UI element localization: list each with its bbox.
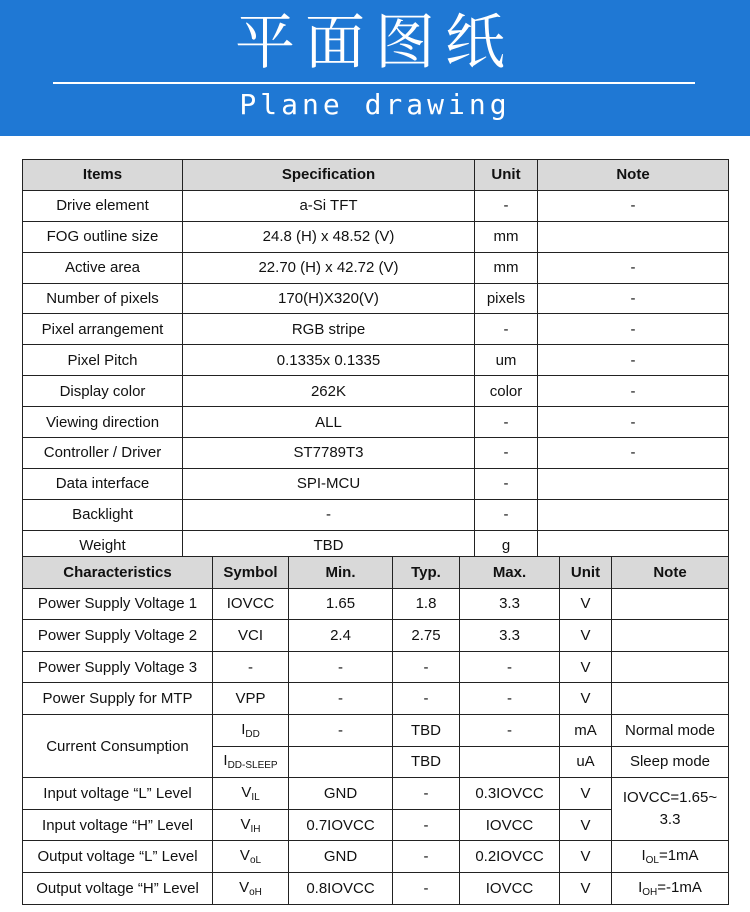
spec-note: -	[538, 345, 729, 376]
spec-value: -	[183, 499, 475, 530]
level-symbol-subscript: IL	[251, 791, 260, 803]
spec-unit: -	[475, 314, 538, 345]
spec-item: Controller / Driver	[23, 438, 183, 469]
iol-note	[612, 841, 729, 873]
spec-row	[23, 376, 729, 407]
header-items: Items	[23, 160, 183, 191]
level-symbol	[213, 841, 289, 873]
char-unit: V	[560, 620, 612, 652]
spec-item: Data interface	[23, 468, 183, 499]
spec-note	[538, 499, 729, 530]
level-unit: V	[560, 841, 612, 873]
level-row	[23, 872, 729, 904]
level-symbol-main: V	[240, 815, 251, 833]
level-row	[23, 841, 729, 873]
spec-unit: pixels	[475, 283, 538, 314]
ioh-note-value: =-1mA	[657, 878, 702, 896]
spec-item: Display color	[23, 376, 183, 407]
iol-note-subscript: OL	[645, 855, 659, 867]
char-note	[612, 588, 729, 620]
char-min: 2.4	[289, 620, 393, 652]
level-unit: V	[560, 809, 612, 841]
spec-value: TBD	[183, 530, 475, 561]
char-name: Power Supply Voltage 2	[23, 620, 213, 652]
char-name: Power Supply for MTP	[23, 683, 213, 715]
idd-max: -	[460, 714, 560, 746]
level-symbol-main: V	[241, 783, 252, 801]
level-unit: V	[560, 778, 612, 810]
spec-note: -	[538, 376, 729, 407]
spec-unit: -	[475, 468, 538, 499]
spec-value: RGB stripe	[183, 314, 475, 345]
characteristics-header-row	[23, 557, 729, 589]
char-row	[23, 620, 729, 652]
current-row-idd	[23, 714, 729, 746]
char-unit: V	[560, 588, 612, 620]
level-typ: -	[393, 841, 460, 873]
current-name: Current Consumption	[23, 714, 213, 777]
idd-sleep-unit: uA	[560, 746, 612, 778]
level-min: GND	[289, 841, 393, 873]
ioh-note-subscript: OH	[642, 886, 658, 898]
spec-item: Weight	[23, 530, 183, 561]
spec-note: -	[538, 252, 729, 283]
header-symbol: Symbol	[213, 557, 289, 589]
banner-title-cn: 平面图纸	[235, 8, 515, 78]
spec-note	[538, 221, 729, 252]
header-max: Max.	[460, 557, 560, 589]
spec-note: -	[538, 314, 729, 345]
spec-value: 170(H)X320(V)	[183, 283, 475, 314]
level-symbol	[213, 809, 289, 841]
level-typ: -	[393, 872, 460, 904]
banner-divider	[53, 82, 695, 84]
char-typ: -	[393, 683, 460, 715]
char-symbol: -	[213, 651, 289, 683]
header-note: Note	[538, 160, 729, 191]
level-max: 0.2IOVCC	[460, 841, 560, 873]
char-typ: -	[393, 651, 460, 683]
level-symbol-subscript: oL	[249, 855, 262, 867]
idd-symbol	[213, 714, 289, 746]
char-note	[612, 620, 729, 652]
idd-sleep-symbol-subscript: DD-SLEEP	[227, 760, 278, 772]
level-min: 0.8IOVCC	[289, 872, 393, 904]
level-symbol-main: V	[239, 847, 250, 865]
char-min: 1.65	[289, 588, 393, 620]
level-symbol	[213, 778, 289, 810]
spec-note: -	[538, 190, 729, 221]
spec-item: Drive element	[23, 190, 183, 221]
level-symbol	[213, 872, 289, 904]
level-typ: -	[393, 809, 460, 841]
spec-note: -	[538, 407, 729, 438]
specification-table	[22, 159, 729, 562]
char-symbol: VPP	[213, 683, 289, 715]
char-note	[612, 683, 729, 715]
spec-value: ALL	[183, 407, 475, 438]
spec-row	[23, 190, 729, 221]
spec-item: Pixel Pitch	[23, 345, 183, 376]
idd-note: Normal mode	[612, 714, 729, 746]
specification-table-body	[23, 160, 729, 562]
spec-row	[23, 345, 729, 376]
spec-unit: mm	[475, 221, 538, 252]
char-symbol: VCI	[213, 620, 289, 652]
spec-value: ST7789T3	[183, 438, 475, 469]
iol-note-value: =1mA	[658, 847, 699, 865]
idd-sleep-typ: TBD	[393, 746, 460, 778]
spec-note: -	[538, 438, 729, 469]
spec-row	[23, 221, 729, 252]
level-name: Output voltage “L” Level	[23, 841, 213, 873]
idd-sleep-note: Sleep mode	[612, 746, 729, 778]
spec-unit: -	[475, 407, 538, 438]
spec-row	[23, 407, 729, 438]
char-row	[23, 651, 729, 683]
iol-note-main: I	[641, 847, 646, 865]
ioh-note	[612, 872, 729, 904]
spec-row	[23, 438, 729, 469]
header-unit: Unit	[475, 160, 538, 191]
header-characteristics: Characteristics	[23, 557, 213, 589]
level-min: GND	[289, 778, 393, 810]
idd-sleep-symbol-main: I	[223, 752, 228, 770]
level-max: IOVCC	[460, 809, 560, 841]
level-typ: -	[393, 778, 460, 810]
idd-symbol-main: I	[241, 720, 246, 738]
spec-unit: -	[475, 190, 538, 221]
char-max: -	[460, 683, 560, 715]
level-min: 0.7IOVCC	[289, 809, 393, 841]
level-symbol-subscript: oH	[249, 886, 262, 898]
header-banner	[0, 0, 750, 136]
spec-value: 24.8 (H) x 48.52 (V)	[183, 221, 475, 252]
idd-typ: TBD	[393, 714, 460, 746]
char-max: 3.3	[460, 620, 560, 652]
header-specification: Specification	[183, 160, 475, 191]
char-unit: V	[560, 683, 612, 715]
banner-title-en: Plane drawing	[239, 88, 511, 121]
spec-unit: color	[475, 376, 538, 407]
spec-value: 0.1335x 0.1335	[183, 345, 475, 376]
spec-value: a-Si TFT	[183, 190, 475, 221]
char-name: Power Supply Voltage 3	[23, 651, 213, 683]
char-symbol: IOVCC	[213, 588, 289, 620]
spec-unit: -	[475, 438, 538, 469]
header-note: Note	[612, 557, 729, 589]
spec-note	[538, 468, 729, 499]
level-symbol-subscript: IH	[250, 823, 261, 835]
char-min: -	[289, 651, 393, 683]
level-name: Input voltage “H” Level	[23, 809, 213, 841]
characteristics-table	[22, 556, 729, 905]
char-row	[23, 683, 729, 715]
spec-unit: -	[475, 499, 538, 530]
idd-min: -	[289, 714, 393, 746]
spec-item: Active area	[23, 252, 183, 283]
idd-sleep-min	[289, 746, 393, 778]
char-name: Power Supply Voltage 1	[23, 588, 213, 620]
spec-value: SPI-MCU	[183, 468, 475, 499]
char-row	[23, 588, 729, 620]
char-max: -	[460, 651, 560, 683]
spec-item: Backlight	[23, 499, 183, 530]
spec-row	[23, 499, 729, 530]
iovcc-note: IOVCC=1.65~ 3.3	[612, 778, 729, 841]
spec-unit: um	[475, 345, 538, 376]
level-symbol-main: V	[239, 878, 250, 896]
spec-row	[23, 314, 729, 345]
spec-item: Pixel arrangement	[23, 314, 183, 345]
specification-header-row	[23, 160, 729, 191]
level-row	[23, 778, 729, 810]
char-note	[612, 651, 729, 683]
spec-row	[23, 252, 729, 283]
idd-sleep-symbol	[213, 746, 289, 778]
characteristics-table-body	[23, 557, 729, 905]
char-typ: 1.8	[393, 588, 460, 620]
char-min: -	[289, 683, 393, 715]
spec-unit: mm	[475, 252, 538, 283]
spec-unit: g	[475, 530, 538, 561]
spec-row	[23, 283, 729, 314]
level-max: 0.3IOVCC	[460, 778, 560, 810]
header-min: Min.	[289, 557, 393, 589]
spec-value: 262K	[183, 376, 475, 407]
spec-value: 22.70 (H) x 42.72 (V)	[183, 252, 475, 283]
idd-unit: mA	[560, 714, 612, 746]
spec-row	[23, 468, 729, 499]
char-typ: 2.75	[393, 620, 460, 652]
spec-note: -	[538, 283, 729, 314]
char-unit: V	[560, 651, 612, 683]
level-name: Output voltage “H” Level	[23, 872, 213, 904]
spec-item: Number of pixels	[23, 283, 183, 314]
idd-symbol-subscript: DD	[245, 728, 260, 740]
level-unit: V	[560, 872, 612, 904]
char-max: 3.3	[460, 588, 560, 620]
level-name: Input voltage “L” Level	[23, 778, 213, 810]
idd-sleep-max	[460, 746, 560, 778]
spec-item: FOG outline size	[23, 221, 183, 252]
spec-item: Viewing direction	[23, 407, 183, 438]
ioh-note-main: I	[638, 878, 643, 896]
header-typ: Typ.	[393, 557, 460, 589]
header-unit: Unit	[560, 557, 612, 589]
level-max: IOVCC	[460, 872, 560, 904]
